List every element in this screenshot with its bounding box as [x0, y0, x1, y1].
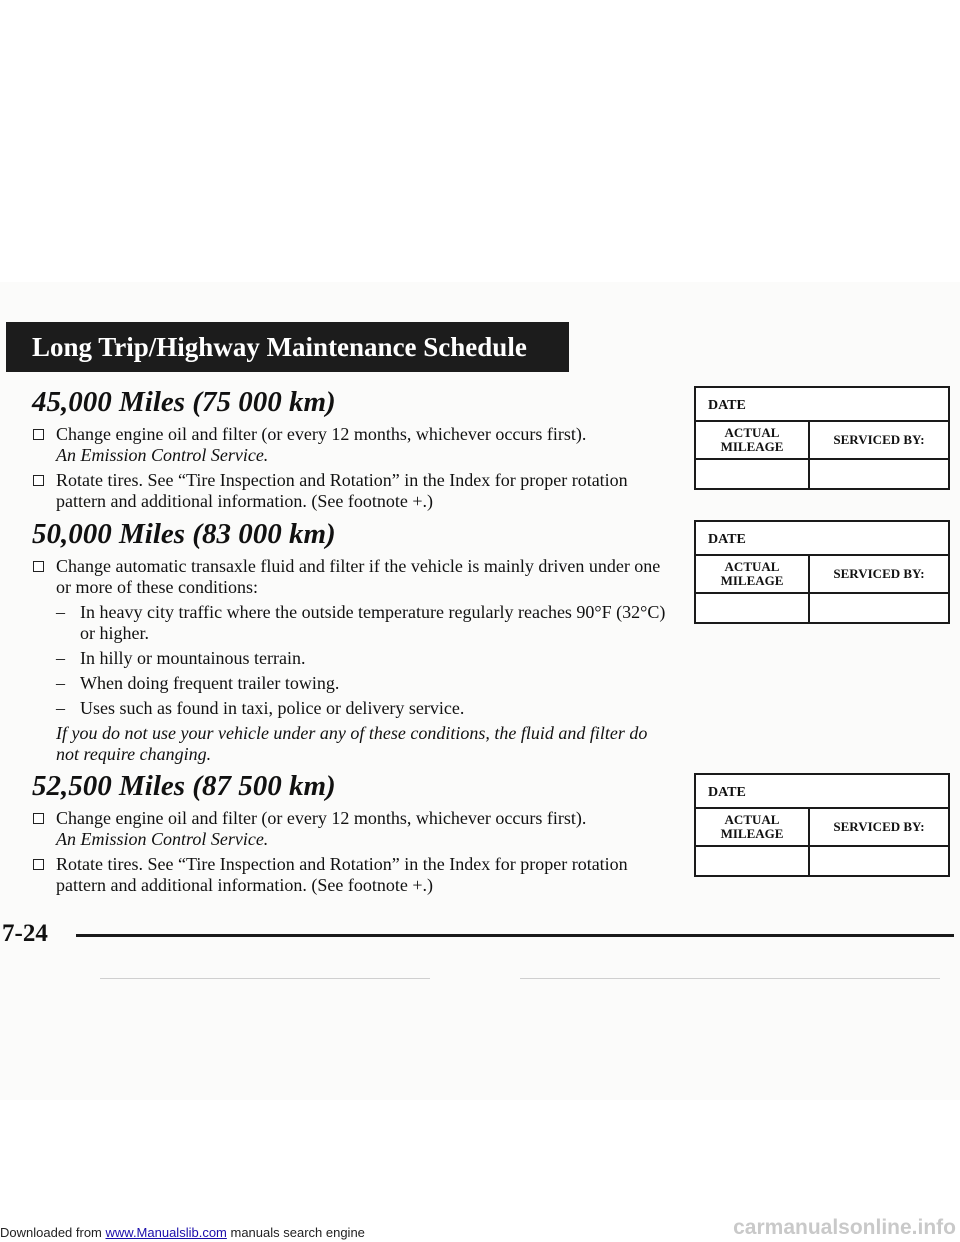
- dash-icon: –: [56, 602, 65, 622]
- service-record-45000: [694, 386, 950, 490]
- dash-icon: –: [56, 648, 65, 668]
- checklist-item: [32, 808, 672, 850]
- serviced-by-entry-cell[interactable]: [810, 460, 948, 488]
- item-text: Change engine oil and filter (or every 12 months, whichever occurs first).: [56, 808, 587, 828]
- condition-list: [32, 602, 672, 719]
- date-label: DATE: [696, 388, 948, 422]
- checkbox-icon[interactable]: [33, 859, 44, 870]
- checklist-item: [32, 424, 672, 466]
- section-52500: [32, 768, 672, 900]
- actual-mileage-label: ACTUAL MILEAGE: [696, 422, 810, 458]
- serviced-by-entry-cell[interactable]: [810, 847, 948, 875]
- manualslib-link[interactable]: www.Manualslib.com: [105, 1225, 227, 1240]
- faint-divider: [100, 978, 430, 979]
- item-note: An Emission Control Service.: [56, 829, 269, 849]
- checkbox-icon[interactable]: [33, 429, 44, 440]
- date-label: DATE: [696, 775, 948, 809]
- section-45000: [32, 384, 672, 516]
- download-footer: Downloaded from www.Manualslib.com manuals search engine: [0, 1225, 365, 1240]
- serviced-by-label: SERVICED BY:: [833, 432, 925, 447]
- dash-icon: –: [56, 673, 65, 693]
- condition-item: – Uses such as found in taxi, police or delivery service.: [56, 698, 465, 718]
- condition-item: – When doing frequent trailer towing.: [56, 673, 340, 693]
- mileage-entry-cell[interactable]: [696, 594, 810, 622]
- service-record-50000: [694, 520, 950, 624]
- item-note: An Emission Control Service.: [56, 445, 269, 465]
- item-text: Rotate tires. See “Tire Inspection and Rotation” in the Index for proper rotation pattern and additional information. (See footnote +.): [56, 470, 628, 511]
- condition-item: – In heavy city traffic where the outside temperature regularly reaches 90°F (32°C) or higher.: [56, 602, 666, 643]
- footer-rule: [76, 934, 954, 937]
- checklist-item: [32, 556, 672, 598]
- site-watermark: carmanualsonline.info: [733, 1216, 956, 1239]
- section-50000: [32, 516, 672, 765]
- faint-divider: [520, 978, 940, 979]
- service-record-52500: [694, 773, 950, 877]
- checkbox-icon[interactable]: [33, 813, 44, 824]
- item-text: Change engine oil and filter (or every 12 months, whichever occurs first).: [56, 424, 587, 444]
- checkbox-icon[interactable]: [33, 475, 44, 486]
- item-text: Rotate tires. See “Tire Inspection and Rotation” in the Index for proper rotation pattern and additional information. (See footnote +.): [56, 854, 628, 895]
- serviced-by-entry-cell[interactable]: [810, 594, 948, 622]
- section-title: 45,000 Miles (75 000 km): [32, 386, 336, 418]
- mileage-entry-cell[interactable]: [696, 460, 810, 488]
- page-banner: Long Trip/Highway Maintenance Schedule: [6, 322, 569, 372]
- actual-mileage-label: ACTUAL MILEAGE: [696, 556, 810, 592]
- section-title: 50,000 Miles (83 000 km): [32, 518, 336, 550]
- checklist-item: [32, 470, 672, 512]
- checklist-item: [32, 854, 672, 896]
- dash-icon: –: [56, 698, 65, 718]
- serviced-by-label: SERVICED BY:: [833, 566, 925, 581]
- date-label: DATE: [696, 522, 948, 556]
- checkbox-icon[interactable]: [33, 561, 44, 572]
- section-title: 52,500 Miles (87 500 km): [32, 770, 336, 802]
- item-text: Change automatic transaxle fluid and filter if the vehicle is mainly driven under one or more of these conditions:: [56, 556, 661, 597]
- mileage-entry-cell[interactable]: [696, 847, 810, 875]
- condition-item: – In hilly or mountainous terrain.: [56, 648, 306, 668]
- condition-note: If you do not use your vehicle under any of these conditions, the fluid and filter do not require changing.: [56, 723, 648, 764]
- serviced-by-label: SERVICED BY:: [833, 819, 925, 834]
- page-number: 7-24: [2, 920, 48, 947]
- actual-mileage-label: ACTUAL MILEAGE: [696, 809, 810, 845]
